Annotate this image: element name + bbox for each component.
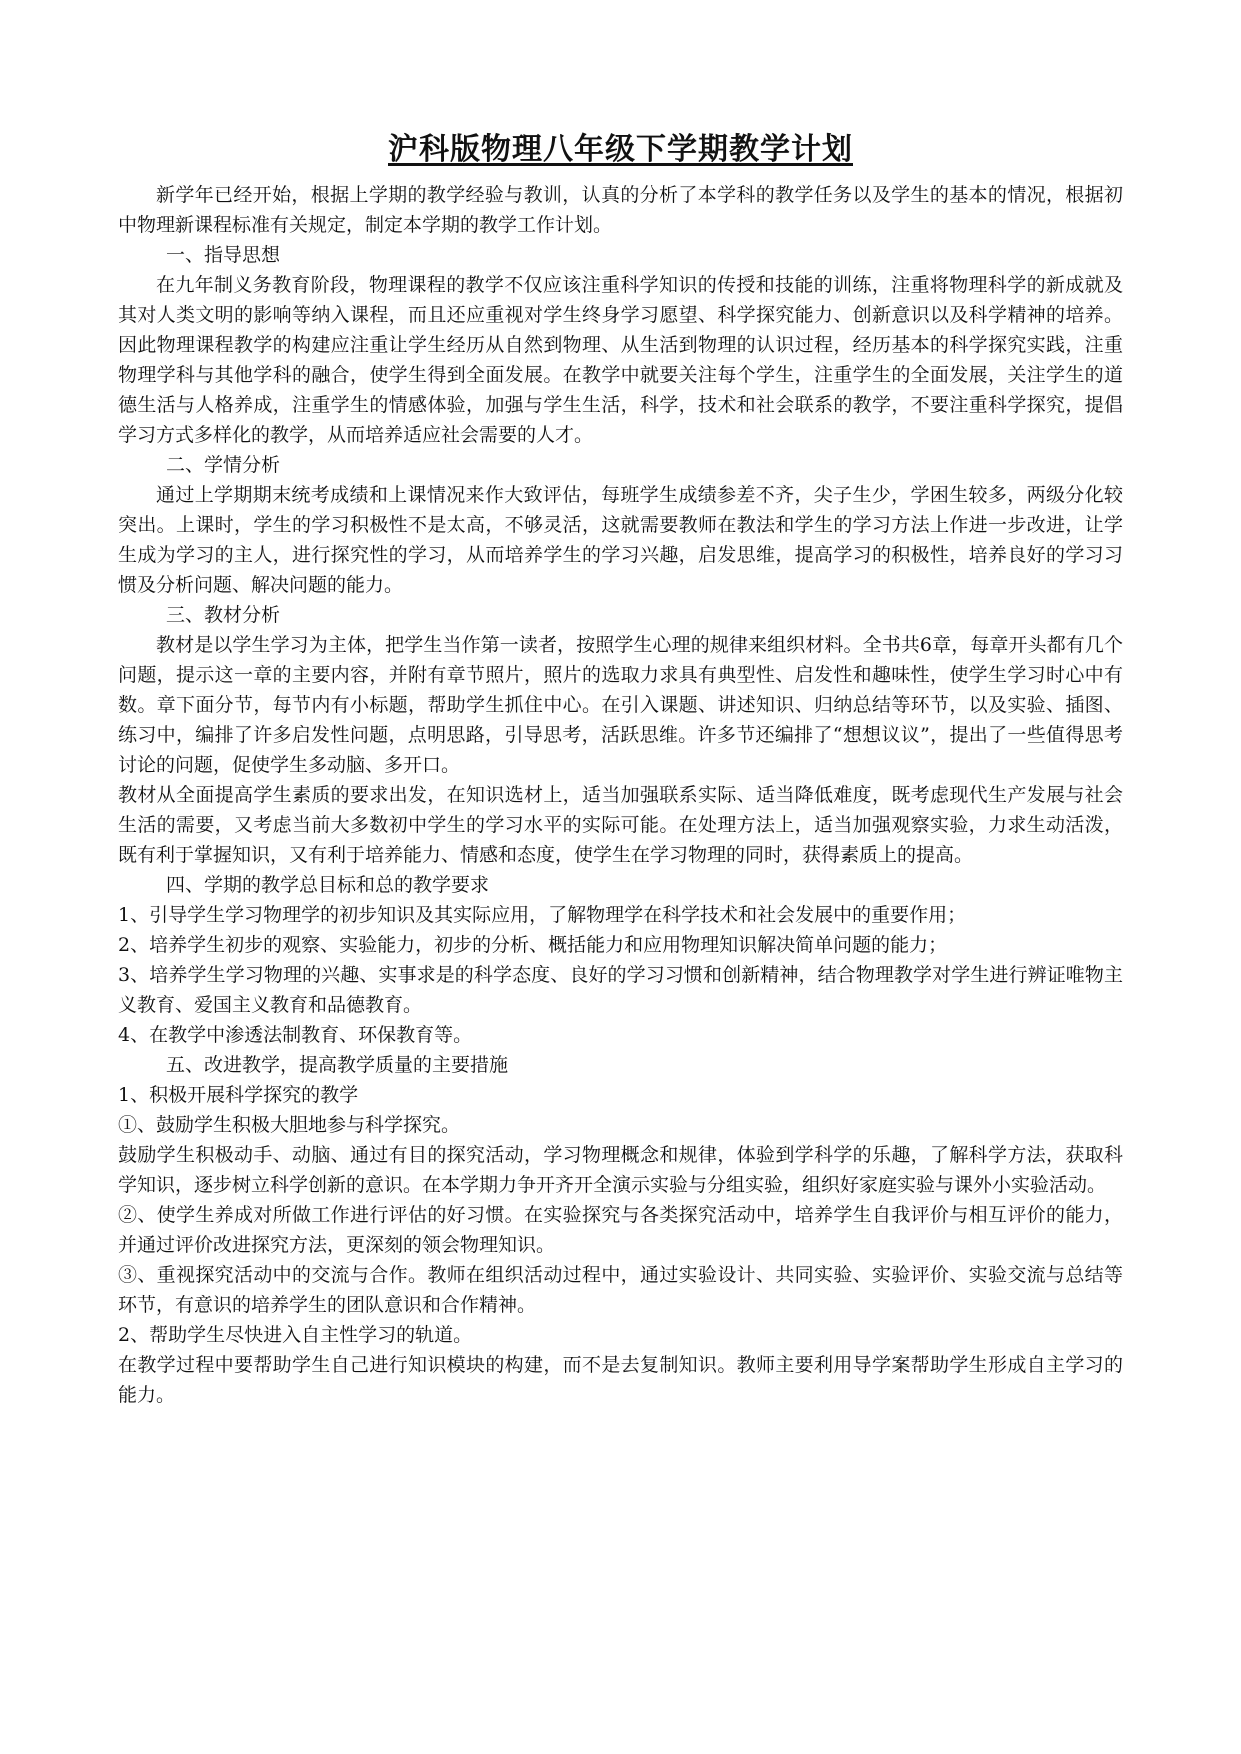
goal-item-3: 3、培养学生学习物理的兴趣、实事求是的科学态度、良好的学习习惯和创新精神，结合物理教学对学生进行辨证唯物主义教育、爱国主义教育和品德教育。	[118, 964, 1123, 1016]
measure-line-3: 鼓励学生积极动手、动脑、通过有目的探究活动，学习物理概念和规律，体验到学科学的乐趣，了解科学方法，获取科学知识，逐步树立科学创新的意识。在本学期力争开齐开全演示实验与分组实验，组织好家庭实验与课外小实验活动。	[118, 1144, 1123, 1196]
goal-item-4: 4、在教学中渗透法制教育、环保教育等。	[118, 1024, 473, 1046]
goal-item-1: 1、引导学生学习物理学的初步知识及其实际应用，了解物理学在科学技术和社会发展中的重要作用；	[118, 904, 967, 926]
measure-line-6: 2、帮助学生尽快进入自主性学习的轨道。	[118, 1324, 473, 1346]
measure-line-7: 在教学过程中要帮助学生自己进行知识模块的构建，而不是去复制知识。教师主要利用导学案帮助学生形成自主学习的能力。	[118, 1354, 1123, 1406]
section-heading-student-analysis: 二、学情分析	[166, 454, 281, 476]
goal-item-2: 2、培养学生初步的观察、实验能力，初步的分析、概括能力和应用物理知识解决简单问题的能力；	[118, 934, 948, 956]
paragraph-guiding-ideology: 在九年制义务教育阶段，物理课程的教学不仅应该注重科学知识的传授和技能的训练，注重将物理科学的新成就及其对人类文明的影响等纳入课程，而且还应重视对学生终身学习愿望、科学探究能力、创新意识以及科学精神的培养。因此物理课程教学的构建应注重让学生经历从自然到物理、从生活到物理的认识过程，经历基本的科学探究实践，注重物理学科与其他学科的融合，使学生得到全面发展。在教学中就要关注每个学生，注重学生的全面发展，关注学生的道德生活与人格养成，注重学生的情感体验，加强与学生生活，科学，技术和社会联系的教学，不要注重科学探究，提倡学习方式多样化的教学，从而培养适应社会需要的人才。	[118, 274, 1123, 446]
paragraph-textbook-analysis-1: 教材是以学生学习为主体，把学生当作第一读者，按照学生心理的规律来组织材料。全书共6章，每章开头都有几个问题，提示这一章的主要内容，并附有章节照片，照片的选取力求具有典型性、启发性和趣味性，使学生学习时心中有数。章下面分节，每节内有小标题，帮助学生抓住中心。在引入课题、讲述知识、归纳总结等环节，以及实验、插图、练习中，编排了许多启发性问题，点明思路，引导思考，活跃思维。许多节还编排了“想想议议”，提出了一些值得思考讨论的问题，促使学生多动脑、多开口。	[118, 634, 1123, 776]
section-heading-teaching-goals: 四、学期的教学总目标和总的教学要求	[166, 874, 490, 896]
measure-line-2: ①、鼓励学生积极大胆地参与科学探究。	[118, 1114, 461, 1136]
paragraph-textbook-analysis-2: 教材从全面提高学生素质的要求出发，在知识选材上，适当加强联系实际、适当降低难度，既考虑现代生产发展与社会生活的需要，又考虑当前大多数初中学生的学习水平的实际可能。在处理方法上，适当加强观察实验，力求生动活泼，既有利于掌握知识，又有利于培养能力、情感和态度，使学生在学习物理的同时，获得素质上的提高。	[118, 784, 1123, 866]
document-title: 沪科版物理八年级下学期教学计划	[388, 132, 853, 167]
measure-line-4: ②、使学生养成对所做工作进行评估的好习惯。在实验探究与各类探究活动中，培养学生自我评价与相互评价的能力，并通过评价改进探究方法，更深刻的领会物理知识。	[118, 1204, 1123, 1256]
section-heading-textbook-analysis: 三、教材分析	[166, 604, 281, 626]
measure-line-1: 1、积极开展科学探究的教学	[118, 1084, 359, 1106]
paragraph-student-analysis: 通过上学期期末统考成绩和上课情况来作大致评估，每班学生成绩参差不齐，尖子生少，学困生较多，两级分化较突出。上课时，学生的学习积极性不是太高，不够灵活，这就需要教师在教法和学生的学习方法上作进一步改进，让学生成为学习的主人，进行探究性的学习，从而培养学生的学习兴趣，启发思维，提高学习的积极性，培养良好的学习习惯及分析问题、解决问题的能力。	[118, 484, 1123, 596]
document-body	[118, 128, 1123, 1410]
intro-paragraph: 新学年已经开始，根据上学期的教学经验与教训，认真的分析了本学科的教学任务以及学生的基本的情况，根据初中物理新课程标准有关规定，制定本学期的教学工作计划。	[118, 184, 1123, 236]
section-heading-measures: 五、改进教学，提高教学质量的主要措施	[166, 1054, 509, 1076]
measure-line-5: ③、重视探究活动中的交流与合作。教师在组织活动过程中，通过实验设计、共同实验、实验评价、实验交流与总结等环节，有意识的培养学生的团队意识和合作精神。	[118, 1264, 1123, 1316]
section-heading-guiding-ideology: 一、指导思想	[166, 244, 281, 266]
